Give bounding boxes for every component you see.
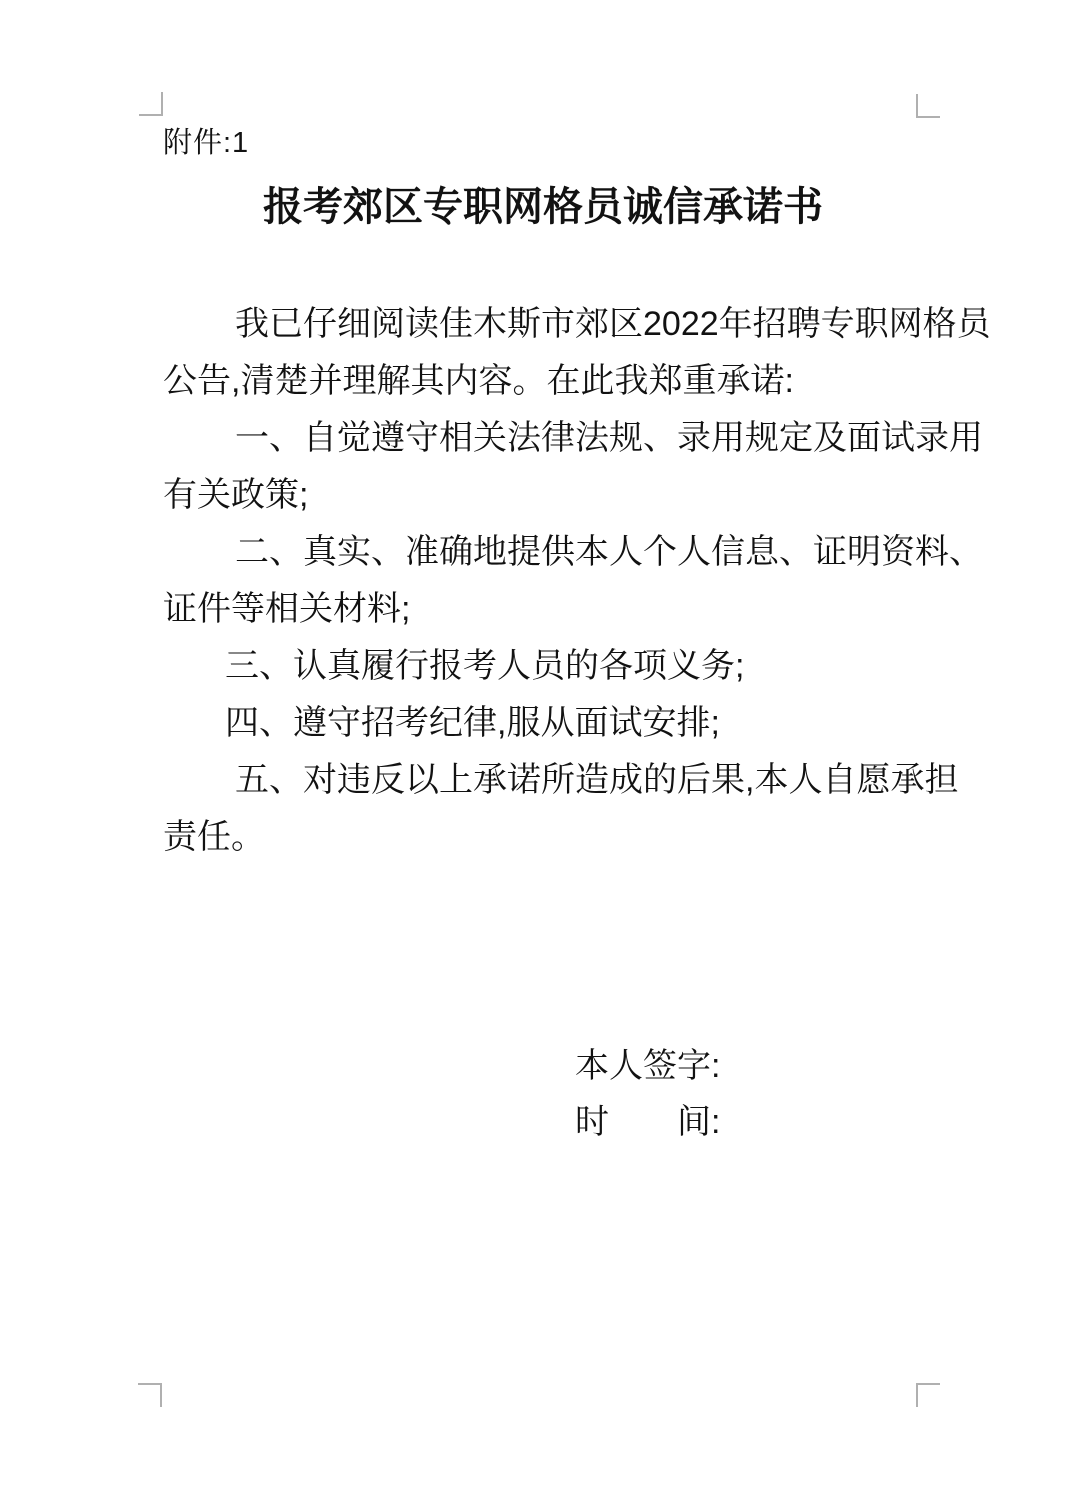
clause-3-paragraph	[163, 638, 923, 695]
crop-mark-bottom-left-icon	[138, 1383, 162, 1407]
document-title: 报考郊区专职网格员诚信承诺书	[263, 185, 823, 229]
body-line: 有关政策;	[163, 476, 309, 514]
clause-1-paragraph	[163, 410, 983, 524]
crop-mark-top-left-icon	[139, 92, 163, 116]
crop-mark-bottom-right-icon	[916, 1383, 940, 1407]
body-line: 责任。	[163, 818, 265, 856]
body-line: 我已仔细阅读佳木斯市郊区2022年招聘专职网格员	[235, 305, 991, 343]
body-line: 三、认真履行报考人员的各项义务;	[225, 647, 745, 685]
body-line: 一、自觉遵守相关法律法规、录用规定及面试录用	[235, 419, 983, 457]
document-body	[163, 296, 991, 866]
text-area	[163, 0, 991, 1150]
signature-label: 本人签字:	[575, 1047, 721, 1085]
body-line: 公告,清楚并理解其内容。在此我郑重承诺:	[163, 362, 794, 400]
body-line: 四、遵守招考纪律,服从面试安排;	[225, 704, 720, 742]
intro-paragraph	[163, 296, 991, 410]
clause-2-paragraph	[163, 524, 983, 638]
date-label: 时 间:	[575, 1103, 721, 1141]
clause-5-paragraph	[163, 752, 959, 866]
attachment-label: 附件:1	[163, 127, 250, 159]
signature-block	[163, 1038, 923, 1150]
body-line: 二、真实、准确地提供本人个人信息、证明资料、	[235, 533, 983, 571]
body-line: 证件等相关材料;	[163, 590, 411, 628]
body-line: 五、对违反以上承诺所造成的后果,本人自愿承担	[235, 761, 959, 799]
clause-4-paragraph	[163, 695, 923, 752]
